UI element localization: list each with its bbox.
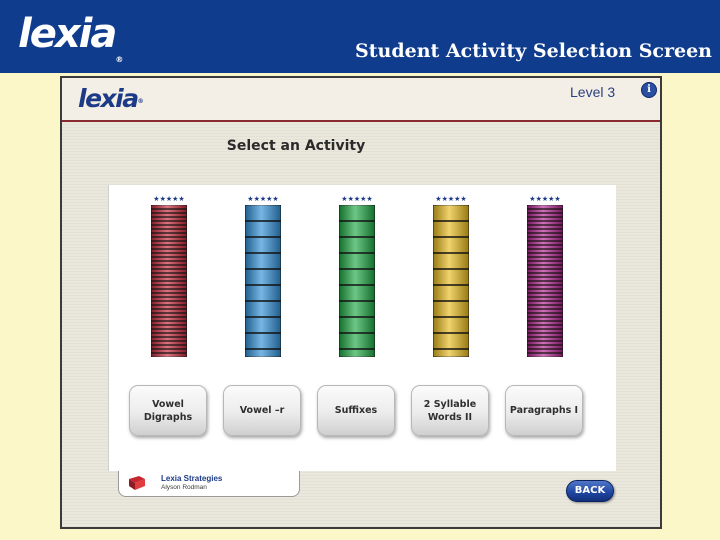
bar-shading — [433, 205, 469, 357]
lexia-strategies-panel[interactable] — [118, 471, 300, 497]
progress-bar[interactable] — [339, 205, 375, 357]
strategies-title: Lexia Strategies — [161, 474, 223, 483]
strategies-author: Alyson Rodman — [161, 484, 207, 491]
star-rating: ★★★★★ — [529, 195, 561, 203]
vowel-digraphs-button[interactable]: Vowel Digraphs — [129, 385, 207, 436]
progress-column-paragraphs — [523, 193, 567, 357]
lexia-logo: lexia® — [18, 11, 124, 64]
progress-bar[interactable] — [151, 205, 187, 357]
slide-header — [0, 0, 720, 73]
star-rating: ★★★★★ — [153, 195, 185, 203]
page-title: Select an Activity — [226, 138, 366, 154]
app-window — [60, 76, 662, 529]
paragraphs-button[interactable]: Paragraphs I — [505, 385, 583, 436]
back-button[interactable]: BACK — [566, 480, 614, 502]
bar-shading — [245, 205, 281, 357]
app-header — [62, 78, 660, 122]
progress-bar[interactable] — [527, 205, 563, 357]
progress-column-vowel-r — [241, 193, 285, 357]
progress-bar[interactable] — [433, 205, 469, 357]
star-rating: ★★★★★ — [341, 195, 373, 203]
book-icon — [127, 475, 147, 491]
slide-title: Student Activity Selection Screen — [355, 40, 712, 62]
vowel-r-button[interactable]: Vowel –r — [223, 385, 301, 436]
2-syllable-words-button[interactable]: 2 Syllable Words II — [411, 385, 489, 436]
bar-shading — [339, 205, 375, 357]
suffixes-button[interactable]: Suffixes — [317, 385, 395, 436]
level-label: Level 3 — [570, 84, 616, 100]
app-lexia-logo: lexia® — [78, 84, 144, 113]
star-rating: ★★★★★ — [435, 195, 467, 203]
progress-bar[interactable] — [245, 205, 281, 357]
progress-column-suffixes — [335, 193, 379, 357]
info-icon[interactable]: i — [641, 82, 657, 98]
star-rating: ★★★★★ — [247, 195, 279, 203]
activity-panel — [108, 185, 616, 471]
progress-column-vowel-digraphs — [147, 193, 191, 357]
progress-column-2-syllable-words — [429, 193, 473, 357]
